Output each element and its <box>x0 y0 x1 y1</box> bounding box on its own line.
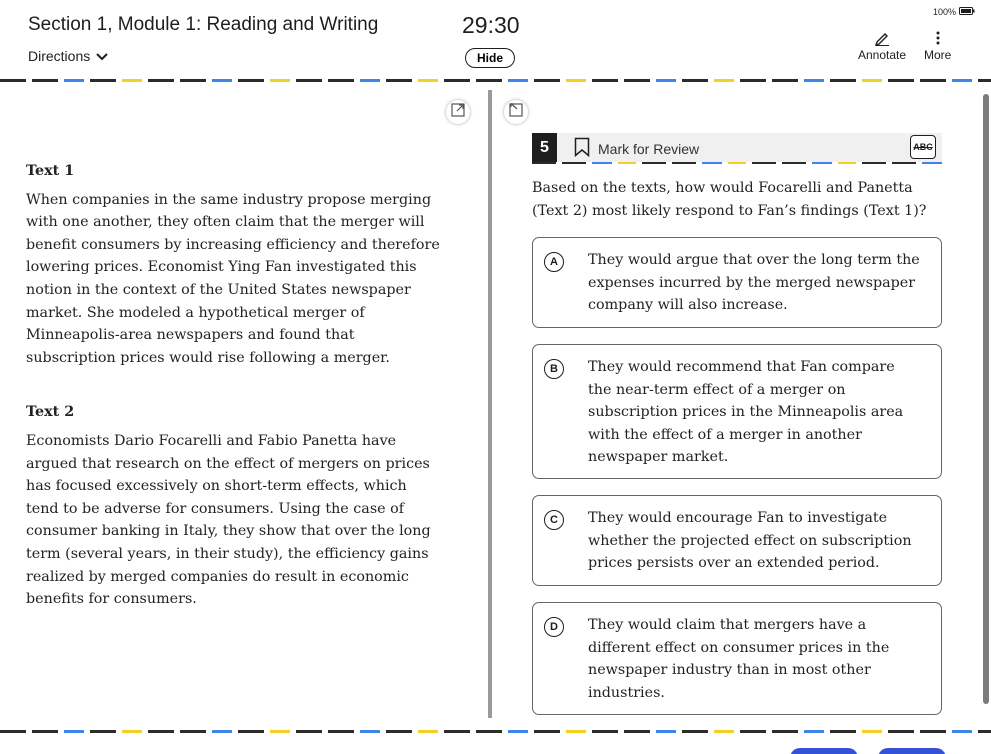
question-header <box>532 133 942 162</box>
text1-body: When companies in the same industry propose merging with one another, they often claim that the merger will benefit consumers by increasing efficiency and therefore lowering prices. Economist Ying Fan investigated this notion in the context of the United States newspaper market. She modeled a hypothetical merger of Minneapolis-area newspapers and found that subscription prices would rise following a merger. <box>26 191 440 366</box>
choice-text-d: They would claim that mergers have a different effect on consumer prices in the newspaper industry than in most other industries. <box>588 617 890 701</box>
bookmark-icon <box>574 137 590 160</box>
collapse-icon <box>509 103 523 122</box>
question-header-divider <box>532 162 942 164</box>
directions-toggle[interactable] <box>28 48 108 64</box>
text1-title: Text 1 <box>26 163 75 179</box>
hide-timer-button[interactable]: Hide <box>465 48 515 68</box>
annotate-label: Annotate <box>858 48 907 62</box>
section-title: Section 1, Module 1: Reading and Writing <box>28 14 379 35</box>
expand-passage-button[interactable] <box>446 100 470 124</box>
text2-body: Economists Dario Focarelli and Fabio Panetta have argued that research on the effect of mergers on prices has focused excessively on short-term effects, which tend to be adverse for consumers. Using the case of consumer banking in Italy, they show that over the long term (several years, in their study), the efficiency gains realized by merged companies do result in economic benefits for consumers. <box>26 432 431 608</box>
question-scrollbar[interactable] <box>983 94 989 704</box>
directions-label: Directions <box>28 48 91 64</box>
choice-text-b: They would recommend that Fan compare the near-term effect of a merger on subscription prices in the Minneapolis area with the effect of a merger in another newspaper market. <box>588 359 904 465</box>
pane-divider[interactable] <box>488 90 492 718</box>
more-label: More <box>924 48 952 62</box>
answer-choice-c[interactable] <box>532 495 942 586</box>
mark-for-review-label: Mark for Review <box>598 140 700 157</box>
more-vertical-icon <box>936 28 940 48</box>
choice-text-a: They would argue that over the long term the expenses incurred by the merged newspaper company will also increase. <box>588 252 920 313</box>
back-button[interactable] <box>790 748 858 754</box>
header-divider <box>0 79 991 82</box>
choice-letter-d: D <box>544 617 564 637</box>
choice-letter-a: A <box>544 252 564 272</box>
countdown-timer: 29:30 <box>462 12 520 38</box>
text2-title: Text 2 <box>26 404 75 421</box>
battery-icon <box>959 7 975 17</box>
chevron-down-icon <box>96 48 108 64</box>
annotate-button[interactable] <box>858 28 906 62</box>
more-button[interactable] <box>924 28 951 62</box>
pencil-icon <box>874 28 890 48</box>
answer-eliminator-button[interactable]: ABC <box>910 135 936 159</box>
choice-text-c: They would encourage Fan to investigate whether the projected effect on subscription prices persists over an extended period. <box>588 510 912 571</box>
next-button[interactable] <box>878 748 946 754</box>
answer-choice-a[interactable] <box>532 237 942 328</box>
battery-percent: 100% <box>933 7 957 17</box>
answer-choice-d[interactable] <box>532 602 942 715</box>
question-number: 5 <box>532 133 557 162</box>
mark-for-review-button[interactable] <box>574 137 699 160</box>
expand-question-button[interactable] <box>504 100 528 124</box>
choice-letter-c: C <box>544 510 564 530</box>
answer-choice-b[interactable] <box>532 344 942 479</box>
question-prompt: Based on the texts, how would Focarelli and Panetta (Text 2) most likely respond to Fan’s findings (Text 1)? <box>532 180 927 219</box>
passage-pane <box>26 160 441 643</box>
battery-status <box>933 7 975 17</box>
expand-icon <box>451 103 465 122</box>
choice-letter-b: B <box>544 359 564 379</box>
footer-divider <box>0 730 991 733</box>
